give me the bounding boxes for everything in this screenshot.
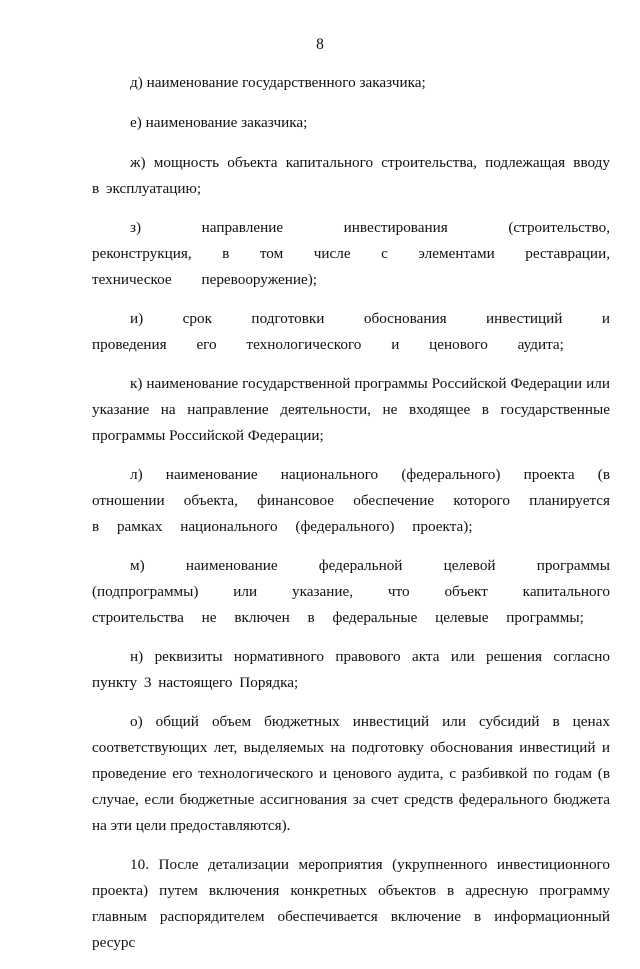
paragraph-i: и) срок подготовки обоснования инвестиций и проведения его технологического и ценового аудита; — [92, 310, 610, 353]
paragraph-o: о) общий объем бюджетных инвестиций или субсидий в ценах соответствующих лет, выделяемых на подготовку обоснования инвестиций и проведение его технологического и ценового аудита, с разбивкой по годам (в случае, если бюджетные ассигнования за счет средств федерального бюджета на эти цели предоставляются). — [92, 713, 610, 834]
paragraph-n: н) реквизиты нормативного правового акта или решения согласно пункту 3 настоящего Порядка; — [92, 648, 610, 691]
paragraph-z: з) направление инвестирования (строительство, реконструкция, в том числе с элементами реставрации, техническое перевооружение); — [92, 219, 610, 288]
paragraph-m: м) наименование федеральной целевой программы (подпрограммы) или указание, что объект капитального строительства не включен в федеральные целевые программы; — [92, 557, 610, 626]
document-body — [92, 70, 610, 969]
paragraph-d: д) наименование государственного заказчика; — [130, 74, 426, 91]
paragraph-e: е) наименование заказчика; — [130, 114, 308, 131]
paragraph-k: к) наименование государственной программы Российской Федерации или указание на направление деятельности, не входящее в государственные программы Российской Федерации; — [92, 375, 610, 444]
paragraph-zh: ж) мощность объекта капитального строительства, подлежащая вводу в эксплуатацию; — [92, 154, 610, 197]
paragraph-l: л) наименование национального (федерального) проекта (в отношении объекта, финансовое обеспечение которого планируется в рамках национального (федерального) проекта); — [92, 466, 610, 535]
paragraph-10: 10. После детализации мероприятия (укрупненного инвестиционного проекта) путем включения конкретных объектов в адресную программу главным распорядителем обеспечивается включение в информационный ресурс — [92, 856, 610, 951]
page-number: 8 — [316, 36, 324, 53]
